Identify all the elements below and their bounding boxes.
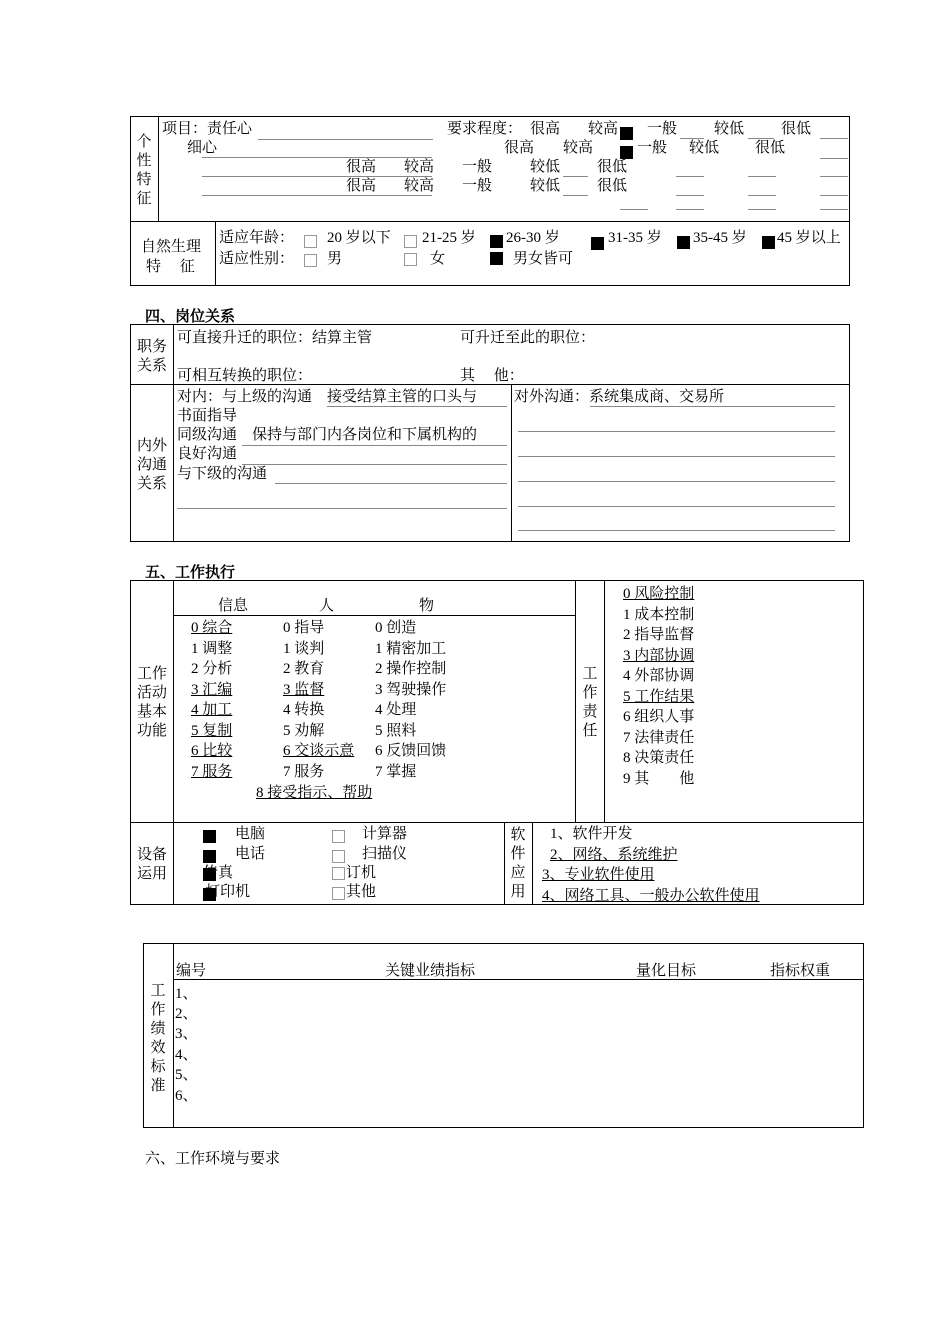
kpi-divider xyxy=(173,943,174,1128)
thing-item-4[interactable]: 4 处理 xyxy=(375,702,417,718)
equip-label: 设备运用 xyxy=(136,847,167,882)
thing-item-5[interactable]: 5 照料 xyxy=(375,723,417,739)
age-checkbox-1[interactable] xyxy=(304,235,317,248)
gender-female: 女 xyxy=(430,251,446,267)
blank-line xyxy=(676,176,704,177)
software-divider xyxy=(532,822,533,905)
age-option-4: 31-35 岁 xyxy=(608,230,662,246)
kpi-header-line xyxy=(173,979,864,980)
person-item-1[interactable]: 1 谈判 xyxy=(283,641,325,657)
kpi-header-indicator: 关键业绩指标 xyxy=(385,963,476,979)
underline xyxy=(518,530,835,531)
underline xyxy=(518,506,835,507)
gender-checkbox-female[interactable] xyxy=(404,253,417,266)
kpi-header-target: 量化目标 xyxy=(636,963,697,979)
level-medium[interactable]: 一般 xyxy=(647,121,678,137)
underline xyxy=(202,176,432,177)
resp-divider xyxy=(604,580,605,823)
kpi-label: 工作绩效标准 xyxy=(150,983,166,1094)
equip-scanner: 扫描仪 xyxy=(362,846,408,862)
communication-table xyxy=(130,384,850,542)
level-very-high-3[interactable]: 很高 xyxy=(346,159,377,175)
age-checkbox-5[interactable] xyxy=(677,236,690,249)
blank-line xyxy=(676,195,704,196)
thing-item-6[interactable]: 6 反馈回馈 xyxy=(375,743,447,759)
activity-divider xyxy=(173,580,174,823)
level-low-3[interactable]: 较低 xyxy=(530,159,561,175)
info-item-7[interactable]: 7 服务 xyxy=(191,764,233,780)
blank-line xyxy=(748,209,776,210)
gender-both: 男女皆可 xyxy=(513,251,574,267)
blank-line xyxy=(820,158,848,159)
person-item-5[interactable]: 5 劝解 xyxy=(283,723,325,739)
underline xyxy=(258,139,433,140)
age-label: 适应年龄： xyxy=(219,230,295,246)
underline xyxy=(327,406,507,407)
underline xyxy=(518,456,835,457)
level-very-low-4[interactable]: 很低 xyxy=(597,178,628,194)
info-item-5[interactable]: 5 复制 xyxy=(191,723,233,739)
person-item-4[interactable]: 4 转换 xyxy=(283,702,325,718)
physiology-label-1: 自然生理 xyxy=(141,239,202,255)
section4-title: 四、岗位关系 xyxy=(145,309,236,325)
info-item-1[interactable]: 1 调整 xyxy=(191,641,233,657)
blank-line xyxy=(748,176,776,177)
resp-label: 工作责任 xyxy=(582,666,598,739)
resp-item-3[interactable]: 3 内部协调 xyxy=(623,648,695,664)
equip-divider xyxy=(173,822,174,905)
kpi-row-2: 2、 xyxy=(175,1006,198,1022)
thing-item-3[interactable]: 3 驾驶操作 xyxy=(375,682,447,698)
info-item-0[interactable]: 0 综合 xyxy=(191,620,233,636)
header-thing: 物 xyxy=(419,598,435,614)
software-item-4[interactable]: 4、网络工具、一般办公软件使用 xyxy=(542,888,760,904)
blank-line xyxy=(820,195,848,196)
equip-checkbox-phone[interactable] xyxy=(203,850,216,863)
person-item-7[interactable]: 7 服务 xyxy=(283,764,325,780)
equip-divider-2 xyxy=(504,822,505,905)
personality-item-label: 项目：责任心 xyxy=(162,121,253,137)
thing-item-1[interactable]: 1 精密加工 xyxy=(375,641,447,657)
internal-subordinate: 与下级的沟通 xyxy=(177,466,268,482)
software-item-2[interactable]: 2、网络、系统维护 xyxy=(550,847,678,863)
info-item-6[interactable]: 6 比较 xyxy=(191,743,233,759)
equip-checkbox-binder[interactable] xyxy=(332,867,345,880)
level-very-high-4[interactable]: 很高 xyxy=(346,178,377,194)
underline xyxy=(518,481,835,482)
thing-item-0[interactable]: 0 创造 xyxy=(375,620,417,636)
person-item-0[interactable]: 0 指导 xyxy=(283,620,325,636)
kpi-table xyxy=(143,943,864,1128)
personality-item-2: 细心 xyxy=(187,140,218,156)
info-item-4[interactable]: 4 加工 xyxy=(191,702,233,718)
kpi-row-1: 1、 xyxy=(175,986,198,1002)
level-medium-4[interactable]: 一般 xyxy=(462,178,493,194)
level-very-low-3[interactable]: 很低 xyxy=(597,159,628,175)
level-high-4[interactable]: 较高 xyxy=(404,178,435,194)
comm-label: 内外沟通关系 xyxy=(136,438,167,492)
promote-from: 可升迁至此的职位： xyxy=(460,330,596,346)
info-item-3[interactable]: 3 汇编 xyxy=(191,682,233,698)
thing-item-7[interactable]: 7 掌握 xyxy=(375,764,417,780)
resp-item-5[interactable]: 5 工作结果 xyxy=(623,689,695,705)
age-checkbox-3[interactable] xyxy=(490,235,503,248)
resp-item-8[interactable]: 8 决策责任 xyxy=(623,750,695,766)
age-checkbox-6[interactable] xyxy=(762,236,775,249)
level-very-low-2[interactable]: 很低 xyxy=(755,140,786,156)
age-option-2: 21-25 岁 xyxy=(422,230,476,246)
person-item-6[interactable]: 6 交谈示意 xyxy=(283,743,355,759)
equip-fax: 传真 xyxy=(203,865,234,881)
thing-item-2[interactable]: 2 操作控制 xyxy=(375,661,447,677)
person-item-3[interactable]: 3 监督 xyxy=(283,682,325,698)
underline xyxy=(590,406,835,407)
activity-divider-right xyxy=(575,580,576,823)
comm-divider-2 xyxy=(511,384,512,542)
age-option-5: 35-45 岁 xyxy=(693,230,747,246)
section6-title: 六、工作环境与要求 xyxy=(145,1151,281,1167)
level-low-2[interactable]: 较低 xyxy=(689,140,720,156)
work-execution-table xyxy=(130,580,864,823)
person-item-2[interactable]: 2 教育 xyxy=(283,661,325,677)
activity-header-line xyxy=(173,615,575,616)
age-option-6: 45 岁以上 xyxy=(777,230,841,246)
kpi-row-4: 4、 xyxy=(175,1047,198,1063)
equip-calculator: 计算器 xyxy=(362,826,408,842)
underline xyxy=(275,483,507,484)
blank-line xyxy=(620,209,648,210)
blank-line xyxy=(563,195,588,196)
level-very-low[interactable]: 很低 xyxy=(781,121,812,137)
personality-label: 个性特征 xyxy=(136,134,152,207)
underline xyxy=(177,508,507,509)
activity-label: 工作活动基本功能 xyxy=(136,666,167,739)
other: 其 他： xyxy=(460,368,524,384)
promote-to: 可直接升迁的职位：结算主管 xyxy=(177,330,373,346)
equip-binder: 订机 xyxy=(346,865,377,881)
level-high-2[interactable]: 较高 xyxy=(563,140,594,156)
level-medium-2[interactable]: 一般 xyxy=(637,140,668,156)
blank-line xyxy=(820,138,848,139)
equip-checkbox-computer[interactable] xyxy=(203,830,216,843)
physiology-label-2: 特 征 xyxy=(146,259,195,275)
resp-item-2[interactable]: 2 指导监督 xyxy=(623,627,695,643)
equip-phone: 电话 xyxy=(235,846,266,862)
age-option-3: 26-30 岁 xyxy=(506,230,560,246)
level-selected-marker[interactable] xyxy=(620,127,633,140)
level-high[interactable]: 较高 xyxy=(588,121,619,137)
underline xyxy=(518,431,835,432)
equip-checkbox-other[interactable] xyxy=(332,887,345,900)
kpi-header-number: 编号 xyxy=(176,963,207,979)
level-low[interactable]: 较低 xyxy=(714,121,745,137)
underline xyxy=(242,445,507,446)
resp-item-0[interactable]: 0 风险控制 xyxy=(623,586,695,602)
header-info: 信息 xyxy=(218,598,249,614)
level-medium-3[interactable]: 一般 xyxy=(462,159,493,175)
equip-checkbox-scanner[interactable] xyxy=(332,850,345,863)
software-label: 软件应用 xyxy=(510,827,526,900)
kpi-row-5: 5、 xyxy=(175,1067,198,1083)
resp-item-6[interactable]: 6 组织人事 xyxy=(623,709,695,725)
gender-label: 适应性别： xyxy=(219,251,295,267)
gender-checkbox-both[interactable] xyxy=(490,252,503,265)
underline xyxy=(202,157,432,158)
kpi-row-3: 3、 xyxy=(175,1026,198,1042)
level-very-high[interactable]: 很高 xyxy=(530,121,561,137)
extra-item[interactable]: 8 接受指示、帮助 xyxy=(256,785,373,801)
software-item-3[interactable]: 3、专业软件使用 xyxy=(542,867,655,883)
duty-divider xyxy=(173,324,174,385)
comm-divider xyxy=(173,384,174,542)
internal-peer: 同级沟通 保持与部门内各岗位和下属机构的 xyxy=(177,427,478,443)
gender-male: 男 xyxy=(327,251,343,267)
equip-computer: 电脑 xyxy=(235,826,266,842)
resp-item-9[interactable]: 9 其 他 xyxy=(623,771,695,787)
personality-divider xyxy=(158,116,159,222)
blank-line xyxy=(820,176,848,177)
equip-other: 其他 xyxy=(346,884,377,900)
header-person: 人 xyxy=(319,598,335,614)
kpi-header-weight: 指标权重 xyxy=(770,963,831,979)
underline xyxy=(242,464,507,465)
software-item-1[interactable]: 1、软件开发 xyxy=(550,826,633,842)
resp-item-1[interactable]: 1 成本控制 xyxy=(623,607,695,623)
equip-checkbox-calculator[interactable] xyxy=(332,830,345,843)
requirement-label: 要求程度： xyxy=(447,121,523,137)
duty-label: 职务关系 xyxy=(136,339,167,374)
internal-superior-cont: 书面指导 xyxy=(177,408,238,424)
level-high-3[interactable]: 较高 xyxy=(404,159,435,175)
blank-line xyxy=(563,176,588,177)
age-option-1: 20 岁以下 xyxy=(327,230,391,246)
blank-line xyxy=(748,195,776,196)
age-checkbox-4[interactable] xyxy=(591,237,604,250)
info-item-2[interactable]: 2 分析 xyxy=(191,661,233,677)
blank-line xyxy=(820,209,848,210)
transfer: 可相互转换的职位： xyxy=(177,368,313,384)
internal-superior: 对内：与上级的沟通 接受结算主管的口头与 xyxy=(177,389,478,405)
level-low-4[interactable]: 较低 xyxy=(530,178,561,194)
external-comm: 对外沟通：系统集成商、交易所 xyxy=(514,389,725,405)
kpi-row-6: 6、 xyxy=(175,1088,198,1104)
resp-item-7[interactable]: 7 法律责任 xyxy=(623,730,695,746)
internal-peer-cont: 良好沟通 xyxy=(177,446,238,462)
blank-line xyxy=(676,209,704,210)
age-checkbox-2[interactable] xyxy=(404,235,417,248)
level-very-high-2[interactable]: 很高 xyxy=(504,140,535,156)
resp-item-4[interactable]: 4 外部协调 xyxy=(623,668,695,684)
gender-checkbox-male[interactable] xyxy=(304,254,317,267)
section5-title: 五、工作执行 xyxy=(145,565,236,581)
underline xyxy=(202,195,432,196)
equip-printer: 打印机 xyxy=(205,884,251,900)
physiology-divider xyxy=(215,221,216,286)
